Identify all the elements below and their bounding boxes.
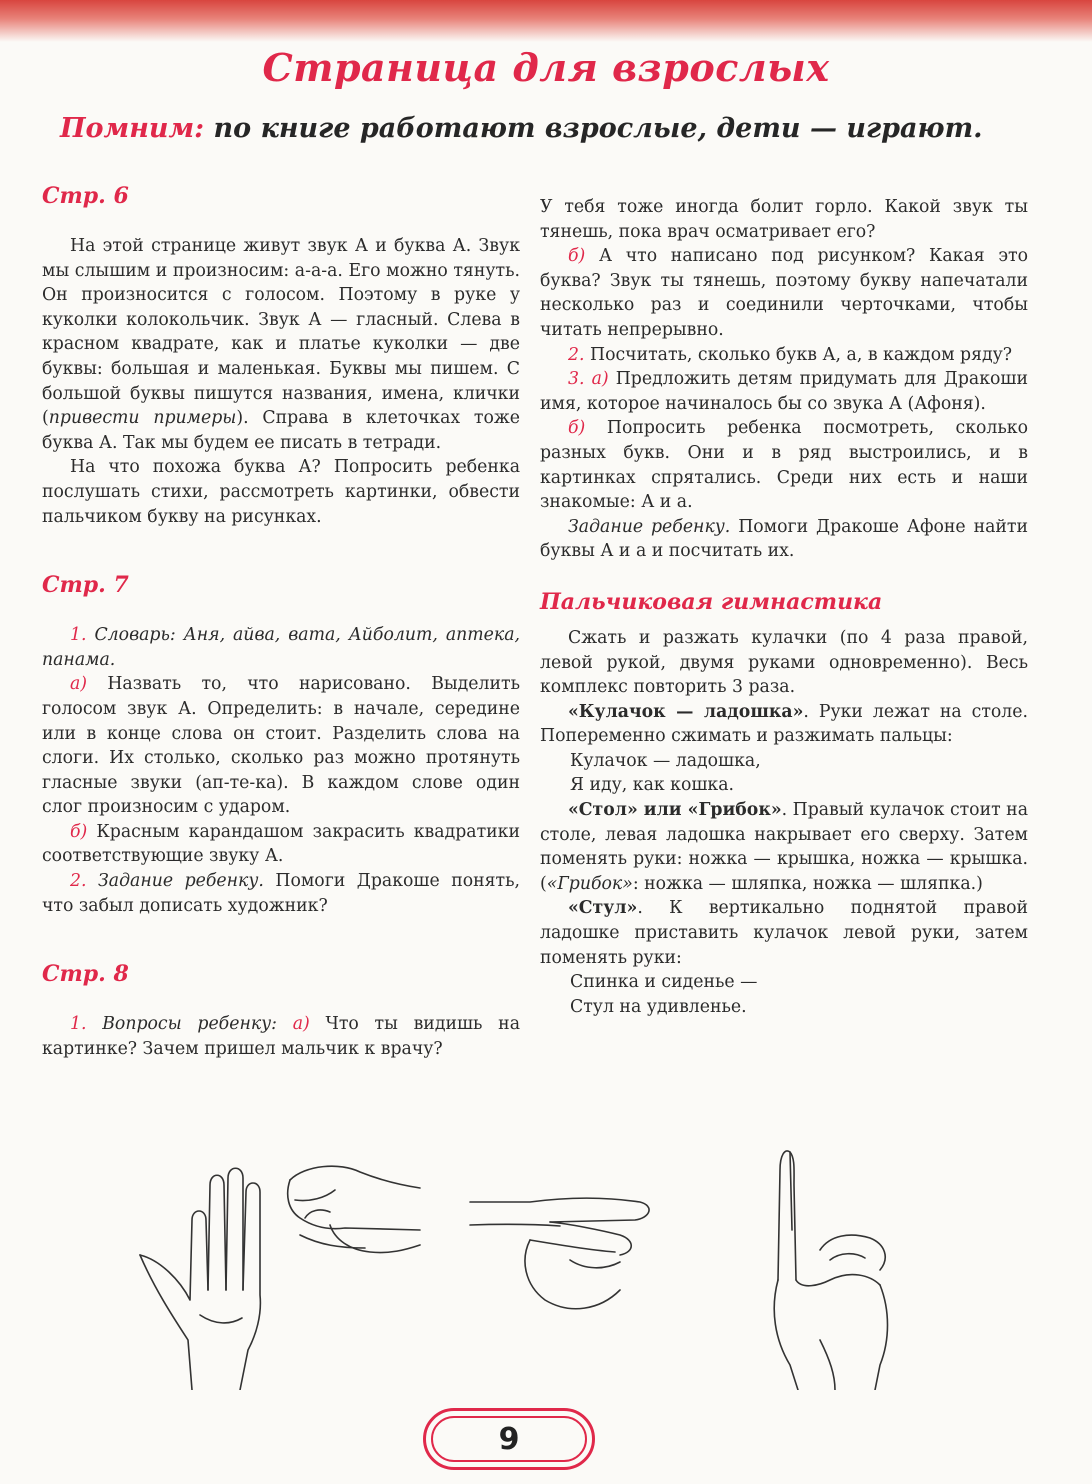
- gym-verse-line-3: Спинка и сиденье —: [570, 972, 758, 993]
- hand-exercise-illustrations: [130, 1140, 1030, 1390]
- page-6-paragraph-1: На этой странице живут звук А и буква А. Звук мы слышим и произносим: а-а-а. Его можно тянуть. Он произносится с голосом. Поэтому в руке у куколки колокольчик. Звук А — гласный. Слева в красном квадрате, как и платье куколки — две буквы: большая и маленькая. Буквы мы пишем. С большой буквы пишутся названия, имена, клички (привести примеры). Справа в клеточках тоже буква А. Так мы будем ее писать в тетради.: [42, 236, 520, 453]
- gym-exercise-3: «Стул». К вертикально поднятой правой ладошке приставить кулачок левой руки, затем поменять руки:: [540, 898, 1028, 968]
- motto-text: по книге работают взрослые, дети — играют.: [204, 113, 983, 144]
- right-column: [540, 195, 1028, 1019]
- page-number-badge: [423, 1408, 595, 1470]
- motto-lead: Помним:: [60, 113, 205, 144]
- section-heading-page-6: Стр. 6: [42, 183, 129, 209]
- stacked-hands-illustration: [470, 1198, 649, 1309]
- top-color-band: [0, 0, 1092, 42]
- right-item-3b: б) Попросить ребенка посмотреть, сколько разных букв. Они и в ряд выстроились, и в картинках спрятались. Среди них есть и наши знакомые: А и а.: [540, 418, 1028, 513]
- right-item-2: 2. Посчитать, сколько букв А, а, в каждом ряду?: [568, 344, 1013, 365]
- fist-and-palm-hand-illustration: [288, 1166, 420, 1252]
- gym-verse-line-2: Я иду, как кошка.: [570, 775, 735, 796]
- page-7-item-2: 2. Задание ребенку. Помоги Дракоше понять, что забыл дописать художник?: [42, 871, 521, 916]
- gym-intro: Сжать и разжать кулачки (по 4 раза правой, левой рукой, двумя руками одновременно). Весь комплекс повторить 3 раза.: [540, 627, 1028, 698]
- page-8-item-1: 1. Вопросы ребенку: а) Что ты видишь на картинке? Зачем пришел мальчик к врачу?: [42, 1014, 520, 1059]
- gym-exercise-2: «Стол» или «Грибок». Правый кулачок стоит на столе, левая ладошка накрывает его сверху. Затем поменять руки: ножка — крышка, ножка — крышка. («Грибок»: ножка — шляпка, ножка — шляпка.): [540, 800, 1028, 894]
- motto: [60, 113, 1060, 144]
- section-heading-page-8: Стр. 8: [42, 961, 129, 988]
- page-6-paragraph-2: На что похожа буква А? Попросить ребенка послушать стихи, рассмотреть картинки, обвести пальчиком букву на рисунках.: [42, 457, 520, 527]
- page-7-item-1: 1. Словарь: Аня, айва, вата, Айболит, аптека, панама.: [42, 625, 520, 670]
- page-7-item-b: б) Красным карандашом закрасить квадратики соответствующие звуку А.: [42, 821, 520, 867]
- page-number: 9: [498, 1421, 520, 1457]
- page-title: Страница для взрослых: [262, 45, 830, 90]
- left-column: [42, 180, 520, 1061]
- gym-exercise-1: «Кулачок — ладошка». Руки лежат на столе. Попеременно сжимать и разжимать пальцы:: [540, 701, 1028, 747]
- section-heading-page-7: Стр. 7: [42, 572, 129, 599]
- vertical-palm-with-fist-illustration: [774, 1151, 887, 1390]
- page-7-item-a: а) Назвать то, что нарисовано. Выделить голосом звук А. Определить: в начале, середине или в конце слова он стоит. Разделить слова на слоги. Их столько, сколько раз можно протянуть гласные звуки (ап-те-ка). В каждом слове один слог произносим с ударом.: [42, 674, 520, 818]
- right-item-3a: 3. а) Предложить детям придумать для Дракоши имя, которое начиналось бы со звука А (Афоня).: [540, 369, 1028, 414]
- right-item-b: б) А что написано под рисунком? Какая это буква? Звук ты тянешь, поэтому букву напечатали несколько раз и соединили черточками, чтобы читать непрерывно.: [540, 246, 1028, 340]
- right-task: Задание ребенку. Помоги Дракоше Афоне найти буквы А и а и посчитать их.: [540, 516, 1028, 562]
- gym-verse-line-1: Кулачок — ладошка,: [570, 750, 761, 771]
- section-heading-finger-gymnastics: Пальчиковая гимнастика: [540, 588, 883, 615]
- gym-verse-line-4: Стул на удивленье.: [570, 996, 747, 1017]
- open-palm-hand-illustration: [140, 1168, 260, 1390]
- right-paragraph-1: У тебя тоже иногда болит горло. Какой звук ты тянешь, пока врач осматривает его?: [540, 197, 1028, 242]
